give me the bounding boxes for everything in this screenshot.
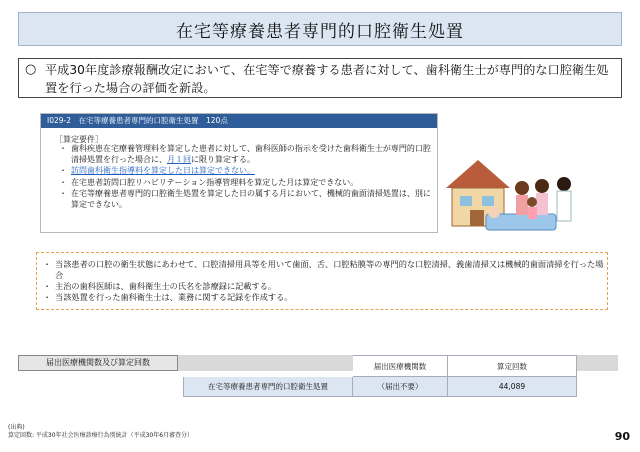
stats-header-count: 算定回数	[448, 356, 577, 377]
stats-table	[183, 355, 577, 397]
stats-table-header	[184, 356, 577, 377]
fee-header: I029-2 在宅等療養患者専門的口腔衛生処置 120点	[41, 114, 437, 128]
requirement-text: 在宅等療養患者専門的口腔衛生処置を算定した日の属する月において、機械的歯面清掃処置は、別に算定できない。	[71, 189, 431, 209]
requirement-item	[59, 144, 431, 165]
requirement-text: 歯科疾患在宅療養管理料を算定した患者に対して、歯科医師の指示を受けた歯科衛生士が専門的口腔清掃処置を行った場合に、	[71, 144, 431, 164]
page-title-text: 在宅等療養患者専門的口腔衛生処置	[176, 21, 464, 42]
page-number: 90	[614, 430, 630, 443]
calculation-box	[40, 113, 438, 233]
notes-box	[36, 252, 608, 310]
note-item: ・ 主治の歯科医師は、歯科衛生士の氏名を診療録に記載する。	[43, 281, 607, 292]
monthly-limit-highlight: 月１回	[167, 154, 191, 164]
requirement-item	[59, 166, 431, 177]
stats-row-count: 44,089	[448, 377, 577, 397]
requirement-text-end: に限り算定する。	[191, 154, 255, 164]
requirement-text: 在宅患者訪問口腔リハビリテーション指導管理料を算定した月は算定できない。	[71, 177, 359, 187]
home-care-illustration	[438, 148, 584, 244]
requirement-text-highlight: 訪問歯科衛生指導料を算定した日は算定できない。	[71, 166, 255, 175]
requirement-item	[59, 178, 431, 189]
requirements-list	[59, 144, 431, 211]
note-item: ・ 当該患者の口腔の衛生状態にあわせて、口腔清掃用具等を用いて歯面、舌、口腔粘膜等の専門的な口腔清掃、義歯清掃又は機械的歯面清掃を行った場合	[43, 259, 607, 281]
notes-list	[37, 253, 607, 303]
page-title	[18, 12, 622, 46]
stats-table-row	[184, 377, 577, 397]
footnote-line: 算定回数: 平成30年社会医療診療行為別統計（平成30年6月審査分）	[8, 432, 194, 439]
footnote-line: (出典)	[8, 424, 25, 431]
stats-row-facilities: （届出不要）	[353, 377, 448, 397]
summary-text: 平成30年度診療報酬改定において、在宅等で療養する患者に対して、歯科衛生士が専門的な口腔衛生処置を行った場合の評価を新設。	[45, 63, 609, 95]
source-footnote	[8, 424, 193, 440]
requirement-item	[59, 189, 431, 210]
requirements-label: ［算定要件］	[55, 135, 103, 144]
note-item: ・ 当該処置を行った歯科衛生士は、業務に関する記録を作成する。	[43, 292, 607, 303]
summary-bullet: ○	[25, 62, 37, 77]
stats-label: 届出医療機関数及び算定回数	[18, 355, 178, 371]
summary-box	[18, 58, 622, 98]
stats-header-blank	[184, 356, 353, 377]
stats-row-name: 在宅等療養患者専門的口腔衛生処置	[184, 377, 353, 397]
stats-header-facilities: 届出医療機関数	[353, 356, 448, 377]
